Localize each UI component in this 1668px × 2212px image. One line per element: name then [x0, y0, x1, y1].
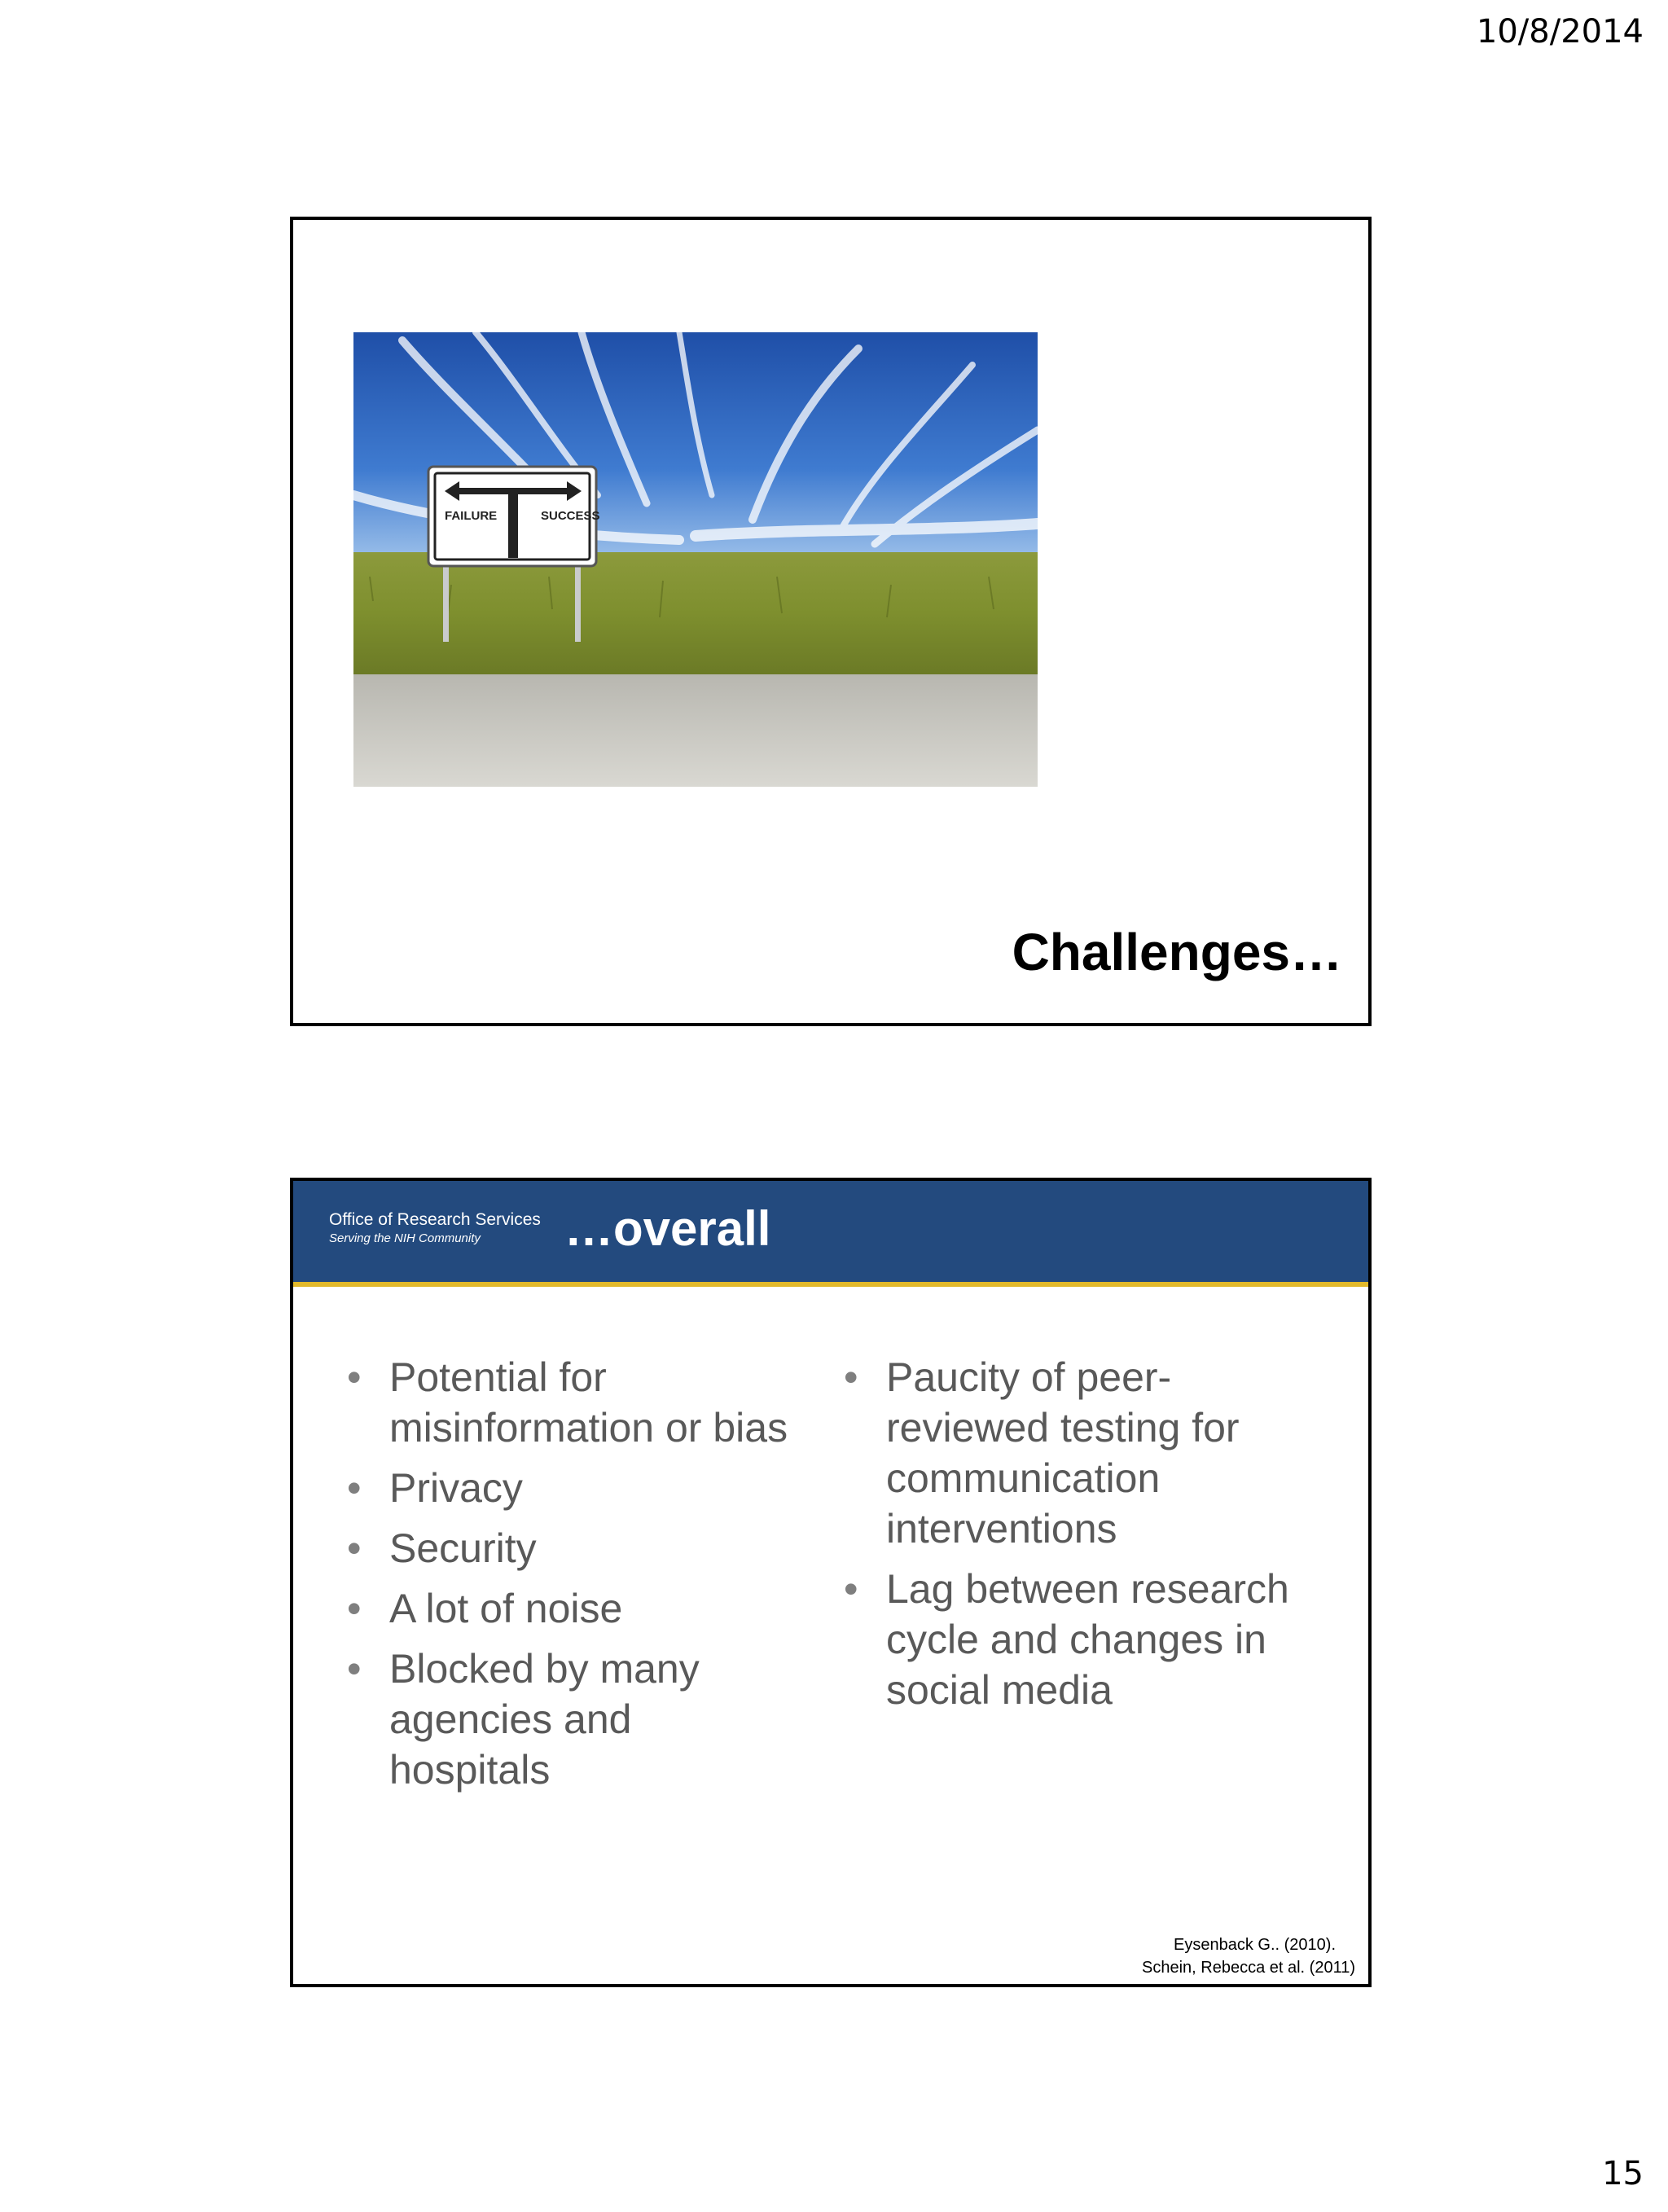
bullet-item: [844, 1352, 1300, 1554]
bullet-dot-icon: •: [347, 1586, 362, 1631]
bullet-dot-icon: •: [347, 1646, 362, 1692]
bullet-item: [347, 1583, 803, 1634]
slide-title: …overall: [564, 1201, 771, 1256]
bullet-text: Privacy: [389, 1465, 523, 1511]
bullet-text: Security: [389, 1525, 537, 1571]
bullet-dot-icon: •: [844, 1566, 858, 1612]
bullet-text: Blocked by many agencies and hospitals: [389, 1646, 700, 1793]
bullet-item: [347, 1352, 803, 1453]
slide-overall: [290, 1178, 1372, 1987]
bullet-text: Paucity of peer-reviewed testing for communication interventions: [886, 1354, 1240, 1551]
slide-challenges: [290, 217, 1372, 1026]
bullet-text: Potential for misinformation or bias: [389, 1354, 788, 1451]
bullet-text: A lot of noise: [389, 1586, 623, 1631]
sign-right-label: SUCCESS: [541, 509, 600, 523]
crossroads-sign-photo: [353, 332, 1038, 787]
slide-header: [293, 1181, 1368, 1287]
bullet-dot-icon: •: [844, 1354, 858, 1400]
citation: Schein, Rebecca et al. (2011): [1141, 1959, 1355, 1977]
bullet-dot-icon: •: [347, 1465, 362, 1511]
citation: Eysenback G.. (2010).: [1174, 1936, 1336, 1954]
sign-left-label: FAILURE: [445, 509, 498, 523]
bullet-dot-icon: •: [347, 1354, 362, 1400]
slide-title: Challenges…: [1012, 923, 1342, 981]
bullet-item: [844, 1564, 1300, 1715]
bullet-list-right: [844, 1352, 1300, 1725]
bullet-item: [347, 1644, 803, 1795]
bullet-dot-icon: •: [347, 1525, 362, 1571]
page-number: 15: [1602, 2155, 1644, 2192]
bullet-item: [347, 1523, 803, 1573]
bullet-list-left: [347, 1352, 803, 1805]
page-date: 10/8/2014: [1476, 13, 1644, 50]
bullet-item: [347, 1463, 803, 1513]
org-name: Office of Research Services: [329, 1210, 541, 1229]
org-tagline: Serving the NIH Community: [329, 1231, 481, 1245]
bullet-text: Lag between research cycle and changes in social media: [886, 1566, 1289, 1713]
